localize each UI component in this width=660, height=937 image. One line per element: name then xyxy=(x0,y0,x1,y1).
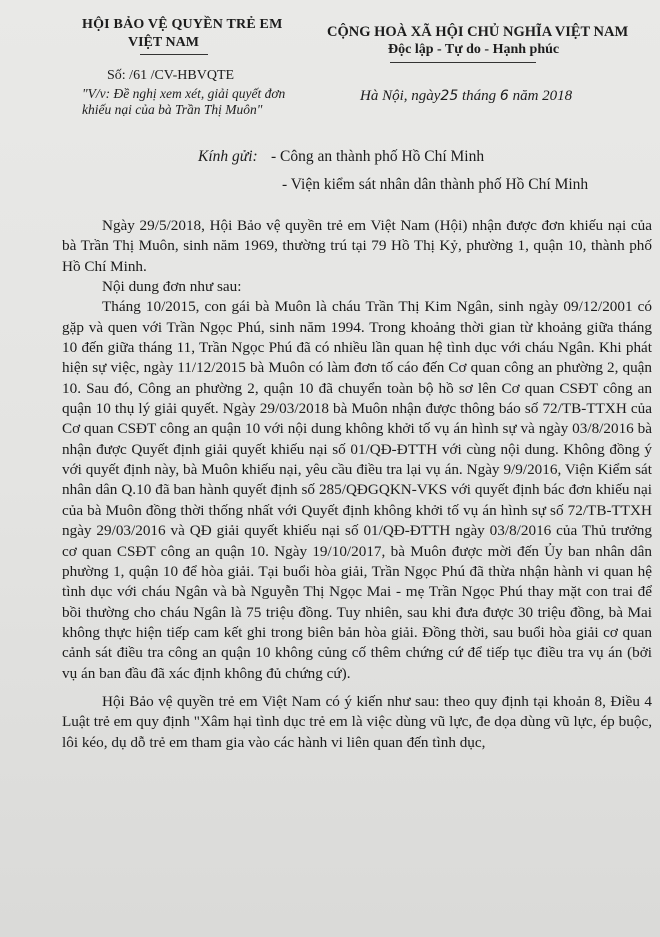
subject-line-2: khiếu nại của bà Trần Thị Muôn" xyxy=(82,102,263,117)
date-month-label: tháng xyxy=(462,88,497,104)
recipients-label: Kính gửi: xyxy=(198,148,258,165)
national-title: CỘNG HOÀ XÃ HỘI CHỦ NGHĨA VIỆT NAM xyxy=(327,24,629,40)
recipient-2: - Viện kiểm sát nhân dân thành phố Hồ Chí Minh xyxy=(282,176,589,193)
organization-underline xyxy=(140,54,208,55)
motto-underline xyxy=(390,62,536,63)
date-line xyxy=(360,88,572,105)
subject-line-1: "V/v: Đề nghị xem xét, giải quyết đơn xyxy=(82,86,286,101)
recipient-1: - Công an thành phố Hồ Chí Minh xyxy=(271,148,485,165)
date-month: 6 xyxy=(499,88,509,104)
paragraph-content-heading: Nội dung đơn như sau: xyxy=(102,278,242,296)
paragraph-intro: Ngày 29/5/2018, Hội Bảo vệ quyền trẻ em Việt Nam (Hội) nhận được đơn khiếu nại của bà Trần Thị Muôn, sinh năm 1969, thường trú tại 79 Hồ Thị Kỷ, phường 1, quận 10, thành phố Hồ Chí Minh. xyxy=(62,217,652,275)
letter-body xyxy=(62,216,652,753)
date-year: năm 2018 xyxy=(512,88,573,104)
paragraph-case-details: Tháng 10/2015, con gái bà Muôn là cháu Trần Thị Kim Ngân, sinh ngày 09/12/2001 có gặp và quen với Trần Ngọc Phú, sinh năm 1994. Trong khoảng thời gian từ khoảng giữa tháng 10 đến giữa tháng 11, Trần Ngọc Phú đã có nhiều lần quan hệ tình dục với cháu Ngân. Khi phát hiện sự việc, ngày 11/12/2015 bà Muôn có làm đơn tố cáo đến Cơ quan công an phường 2, quận 10. Sau đó, Công an phường 2, quận 10 đã chuyển toàn bộ hồ sơ lên Cơ quan CSĐT công an quận 10 thụ lý giải quyết. Ngày 29/03/2018 bà Muôn nhận được thông báo số 72/TB-TTXH của Cơ quan CSĐT công an quận 10 với nội dung không khởi tố vụ án hình sự và ngày 03/8/2016 bà nhận được Quyết định giải quyết khiếu nại số 01/QĐ-ĐTTH với cùng nội dung. Không đồng ý với quyết định này, bà Muôn khiếu nại, yêu cầu điều tra lại vụ án. Ngày 9/9/2016, Viện Kiểm sát nhân dân Q.10 đã ban hành quyết định số 285/QĐGQKN-VKS với quyết định bác đơn khiếu nại của bà Muôn đồng thời thống nhất với Quyết định không khởi tố vụ án hình sự số 72/TB-TTXH ngày 29/03/2016 và QĐ giải quyết khiếu nại số 01/QĐ-ĐTTH ngày 03/8/2016 của Thủ trưởng cơ quan CSĐT công an quận 10. Ngày 19/10/2017, bà Muôn được mời đến Ủy ban nhân dân phường 1, quận 10 để hòa giải. Tại buổi hòa giải, Trần Ngọc Phú đã thừa nhận hành vi quan hệ tình dục với cháu Ngân và bà Nguyễn Thị Ngọc Mai - mẹ Trần Ngọc Phú thay mặt con trai để bồi thường cho cháu Ngân là 75 triệu đồng. Tuy nhiên, sau khi đưa được 30 triệu đồng, bà Mai không thực hiện tiếp cam kết ghi trong biên bản hòa giải. Đồng thời, sau buổi hòa giải cơ quan cảnh sát điều tra công an quận 10 không củng cố thêm chứng cứ để tiếp tục điều tra vụ án (bởi vụ án ban đầu đã xác định không đủ chứng cứ). xyxy=(62,298,652,682)
organization-name: HỘI BẢO VỆ QUYỀN TRẺ EM xyxy=(82,17,283,32)
national-motto: Độc lập - Tự do - Hạnh phúc xyxy=(388,42,560,57)
date-place: Hà Nội, ngày xyxy=(360,88,441,104)
date-day: 25 xyxy=(440,88,459,104)
paragraph-opinion: Hội Bảo vệ quyền trẻ em Việt Nam có ý kiến như sau: theo quy định tại khoản 8, Điều 4 Luật trẻ em quy định "Xâm hại tình dục trẻ em là việc dùng vũ lực, đe dọa dùng vũ lực, ép buộc, lôi kéo, dụ dỗ trẻ em tham gia vào các hành vi liên quan đến tình dục, xyxy=(62,692,652,751)
reference-number: Số: /61 /CV-HBVQTE xyxy=(107,68,235,83)
organization-country: VIỆT NAM xyxy=(128,35,199,50)
